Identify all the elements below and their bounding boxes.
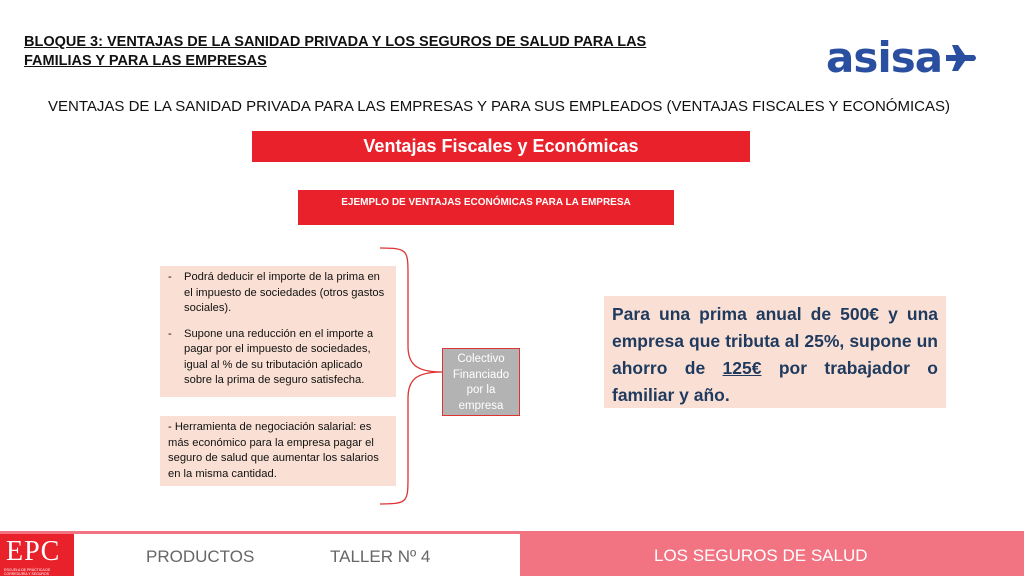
list-dash: - (168, 327, 172, 340)
epc-logo-subtext: ESCUELA DE PRÁCTICA DE CORREDURÍA Y SEGUROS (4, 568, 51, 576)
plane-icon (944, 41, 978, 75)
block-title: BLOQUE 3: VENTAJAS DE LA SANIDAD PRIVADA Y LOS SEGUROS DE SALUD PARA LAS FAMILIAS Y PARA LAS EMPRESAS (24, 34, 647, 69)
list-dash: - (168, 271, 172, 283)
banner-title: Ventajas Fiscales y Económicas (252, 131, 750, 162)
example-label: EJEMPLO DE VENTAJAS ECONÓMICAS PARA LA EMPRESA (298, 190, 674, 225)
list-item-text: Supone una reducción en el importe a pagar por el impuesto de sociedades, igual al % de su tributación aplicado sobre la prima de seguro satisfecha. (184, 327, 374, 386)
epc-logo (0, 534, 74, 576)
logo-text: asisa (826, 33, 943, 82)
savings-amount: 125€ (722, 358, 762, 378)
list-item-text: Podrá deducir el importe de la prima en el impuesto de sociedades (otros gastos sociales). (184, 271, 385, 314)
list-item (168, 270, 388, 317)
epc-logo-text: EPC (6, 536, 61, 567)
footer-productos: PRODUCTOS (146, 547, 255, 566)
section-subtitle: VENTAJAS DE LA SANIDAD PRIVADA PARA LAS EMPRESAS Y PARA SUS EMPLEADOS (VENTAJAS FISCALES Y ECONÓMICAS) (48, 98, 950, 115)
savings-text-2: por trabajador o familiar y año. (612, 358, 938, 405)
footer-taller: TALLER Nº 4 (330, 547, 431, 566)
brace-connector (378, 246, 444, 506)
list-item (168, 327, 388, 389)
collective-box: Colectivo Financiado por la empresa (442, 348, 520, 416)
footer-topic: LOS SEGUROS DE SALUD (654, 546, 868, 565)
asisa-logo (826, 33, 978, 82)
salary-negotiation-note: - Herramienta de negociación salarial: es más económico para la empresa pagar el seguro de salud que aumentar los salarios en la misma cantidad. (160, 416, 396, 486)
savings-text-1: Para una prima anual de 500€ y una empresa que tributa al 25%, supone un ahorro de (612, 304, 938, 378)
savings-example-box (604, 296, 946, 408)
tax-deduction-note (160, 266, 396, 397)
